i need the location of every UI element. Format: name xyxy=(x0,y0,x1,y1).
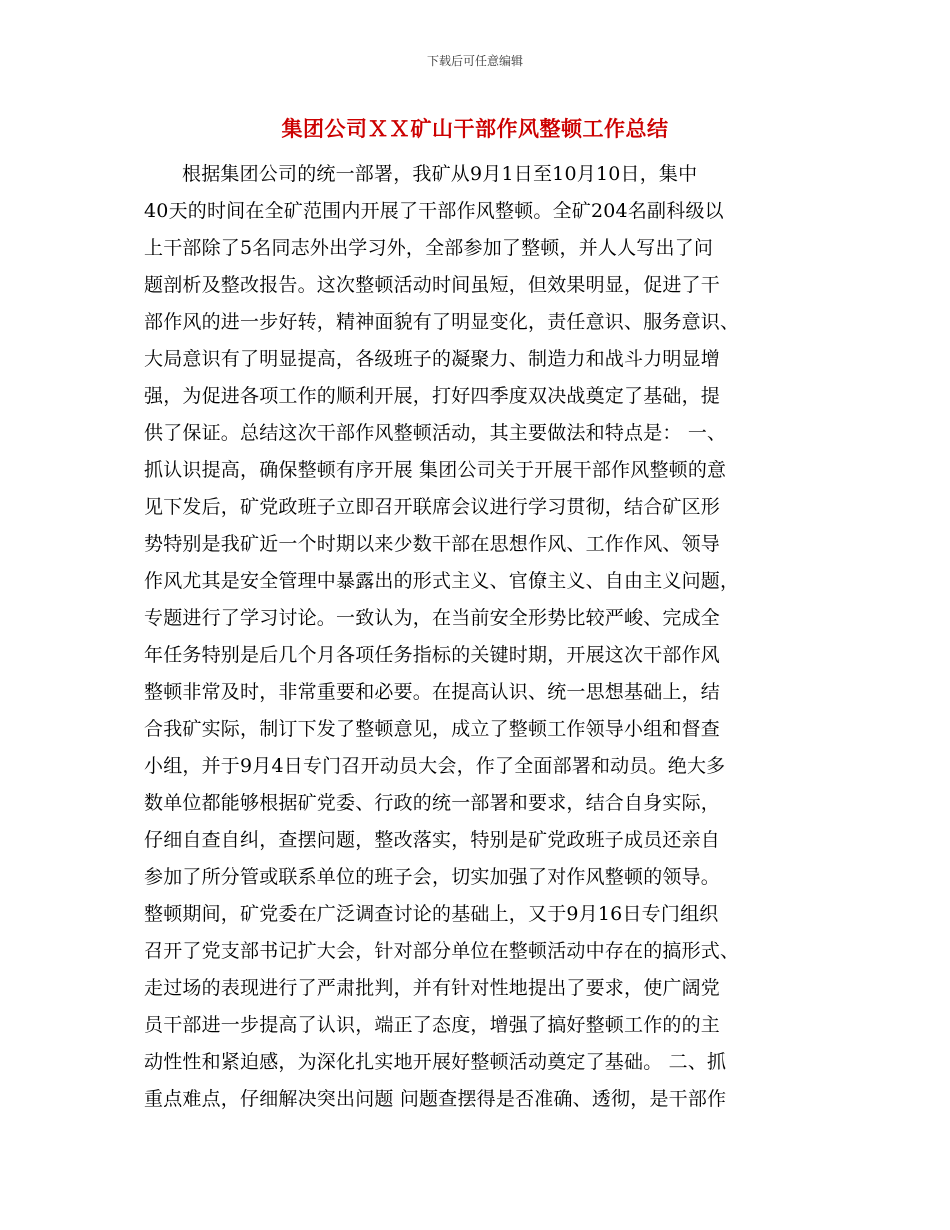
document-body xyxy=(144,156,804,1118)
body-line: 合我矿实际，制订下发了整顿意见，成立了整顿工作领导小组和督查 xyxy=(144,718,721,740)
body-line: 抓认识提高，确保整顿有序开展 集团公司关于开展干部作风整顿的意 xyxy=(144,459,727,481)
body-line: 召开了党支部书记扩大会，针对部分单位在整顿活动中存在的搞形式、 xyxy=(144,940,740,962)
body-line: 根据集团公司的统一部署，我矿从9月1日至10月10日，集中 xyxy=(182,163,698,185)
body-line: 40天的时间在全矿范围内开展了干部作风整顿。全矿204名副科级以 xyxy=(144,200,724,222)
body-line: 数单位都能够根据矿党委、行政的统一部署和要求，结合自身实际， xyxy=(144,792,721,814)
body-line: 见下发后，矿党政班子立即召开联席会议进行学习贯彻，结合矿区形 xyxy=(144,496,721,518)
body-line: 专题进行了学习讨论。一致认为，在当前安全形势比较严峻、完成全 xyxy=(144,607,721,629)
body-line: 作风尤其是安全管理中暴露出的形式主义、官僚主义、自由主义问题， xyxy=(144,570,740,592)
body-line: 参加了所分管或联系单位的班子会，切实加强了对作风整顿的领导。 xyxy=(144,866,721,888)
body-line: 仔细自查自纠，查摆问题，整改落实，特别是矿党政班子成员还亲自 xyxy=(144,829,721,851)
body-line: 重点难点，仔细解决突出问题 问题查摆得是否准确、透彻，是干部作 xyxy=(144,1088,727,1110)
document-title: 集团公司ＸＸ矿山干部作风整顿工作总结 xyxy=(281,116,669,141)
body-line: 整顿期间，矿党委在广泛调查讨论的基础上，又于9月16日专门组织 xyxy=(144,903,719,925)
body-line: 走过场的表现进行了严肃批判，并有针对性地提出了要求，使广阔党 xyxy=(144,977,721,999)
body-line: 势特别是我矿近一个时期以来少数干部在思想作风、工作作风、领导 xyxy=(144,533,721,555)
body-line: 题剖析及整改报告。这次整顿活动时间虽短，但效果明显，促进了干 xyxy=(144,274,721,296)
body-line: 整顿非常及时，非常重要和必要。在提高认识、统一思想基础上，结 xyxy=(144,681,721,703)
body-line: 强，为促进各项工作的顺利开展，打好四季度双决战奠定了基础，提 xyxy=(144,385,721,407)
body-line: 员干部进一步提高了认识，端正了态度，增强了搞好整顿工作的的主 xyxy=(144,1014,721,1036)
body-line: 小组，并于9月4日专门召开动员大会，作了全面部署和动员。绝大多 xyxy=(144,755,726,777)
body-line: 大局意识有了明显提高，各级班子的凝聚力、制造力和战斗力明显增 xyxy=(144,348,721,370)
body-line: 部作风的进一步好转，精神面貌有了明显变化，责任意识、服务意识、 xyxy=(144,311,740,333)
body-line: 动性性和紧迫感，为深化扎实地开展好整顿活动奠定了基础。 二、抓 xyxy=(144,1051,727,1073)
page-header: 下载后可任意编辑 xyxy=(426,54,523,68)
body-line: 供了保证。总结这次干部作风整顿活动，其主要做法和特点是： 一、 xyxy=(144,422,727,444)
body-line: 年任务特别是后几个月各项任务指标的关键时期，开展这次干部作风 xyxy=(144,644,721,666)
body-line: 上干部除了5名同志外出学习外，全部参加了整顿，并人人写出了问 xyxy=(144,237,714,259)
